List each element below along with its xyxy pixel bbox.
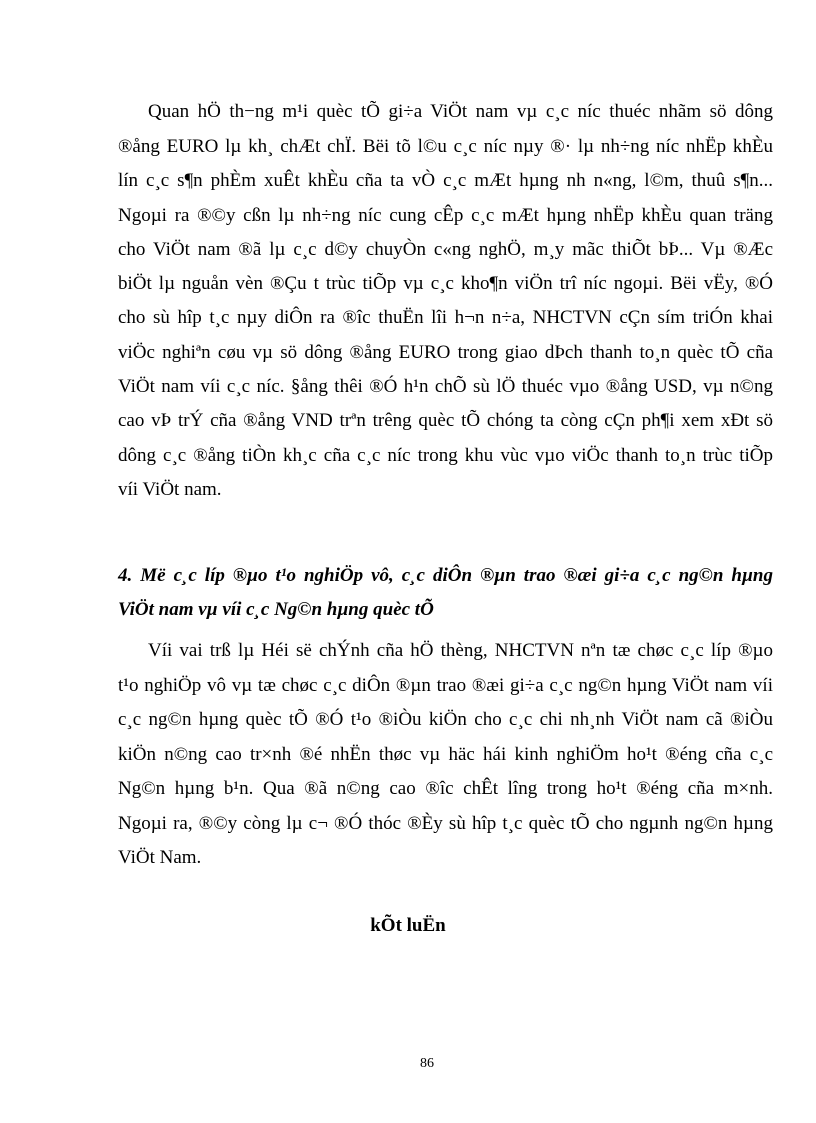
paragraph-line: Ng©n hµng b¹n. Qua ®ã n©ng cao ®îc chÊt lîng trong ho¹t ®éng cña m×nh. <box>118 778 773 799</box>
paragraph-line: Ngoµi ra ®©y cßn lµ nh÷ng níc cung cÊp c¸c mÆt hµng nhËp khÈu quan träng <box>118 205 773 226</box>
paragraph-line: víi ViÖt nam. <box>118 479 222 500</box>
paragraph-line: lín c¸c s¶n phÈm xuÊt khÈu cña ta vÒ c¸c mÆt hµng nh n«ng, l©m, thuû s¶n... <box>118 170 773 191</box>
paragraph-line: Víi vai trß lµ Héi së chÝnh cña hÖ thèng, NHCTVN nªn tæ chøc c¸c líp ®µo <box>148 640 773 661</box>
paragraph-line: Quan hÖ th−ng m¹i quèc tÕ gi÷a ViÖt nam vµ c¸c níc thuéc nhãm sö dông <box>148 101 773 122</box>
page-number: 86 <box>420 1056 434 1071</box>
paragraph-line: viÖc nghiªn cøu vµ sö dông ®ång EURO trong giao dÞch thanh to¸n quèc tÕ cña <box>118 342 773 363</box>
paragraph-line: biÖt lµ nguån vèn ®Çu t trùc tiÕp vµ c¸c kho¶n viÖn trî níc ngoµi. Bëi vËy, ®Ó <box>118 273 773 294</box>
paragraph-line: cho ViÖt nam ®ã lµ c¸c d©y chuyÒn c«ng nghÖ, m¸y mãc thiÕt bÞ... Vµ ®Æc <box>118 239 773 260</box>
paragraph-line: c¸c ng©n hµng quèc tÕ ®Ó t¹o ®iÒu kiÖn cho c¸c chi nh¸nh ViÖt nam cã ®iÒu <box>118 709 773 730</box>
paragraph-line: ViÖt Nam. <box>118 847 202 868</box>
conclusion-title: kÕt luËn <box>370 915 446 936</box>
heading-line: ViÖt nam vµ víi c¸c Ng©n hµng quèc tÕ <box>118 599 434 620</box>
paragraph-line: cho sù hîp t¸c nµy diÔn ra ®îc thuËn lîi h¬n n÷a, NHCTVN cÇn sím triÓn khai <box>118 307 773 328</box>
paragraph-line: ViÖt nam víi c¸c níc. §ång thêi ®Ó h¹n chÕ sù lÖ thuéc vµo ®ång USD, vµ n©ng <box>118 376 773 397</box>
paragraph-line: dông c¸c ®ång tiÒn kh¸c cña c¸c níc trong khu vùc vµo viÖc thanh to¸n trùc tiÕp <box>118 445 773 466</box>
heading-line: 4. Më c¸c líp ®µo t¹o nghiÖp vô, c¸c diÔn ®µn trao ®æi gi÷a c¸c ng©n hµng <box>118 565 773 586</box>
paragraph-line: Ngoµi ra, ®©y còng lµ c¬ ®Ó thóc ®Èy sù hîp t¸c quèc tÕ cho ngµnh ng©n hµng <box>118 813 773 834</box>
paragraph-line: cao vÞ trÝ cña ®ång VND trªn trêng quèc tÕ chóng ta còng cÇn ph¶i xem xÐt sö <box>118 410 773 431</box>
paragraph-line: ®ång EURO lµ kh¸ chÆt chÏ. Bëi tõ l©u c¸c níc nµy ®· lµ nh÷ng níc nhËp khÈu <box>118 136 773 157</box>
paragraph-line: t¹o nghiÖp vô vµ tæ chøc c¸c diÔn ®µn trao ®æi gi÷a c¸c ng©n hµng ViÖt nam víi <box>118 675 773 696</box>
paragraph-line: kiÖn n©ng cao tr×nh ®é nhËn thøc vµ häc hái kinh nghiÖm ho¹t ®éng cña c¸c <box>118 744 773 765</box>
